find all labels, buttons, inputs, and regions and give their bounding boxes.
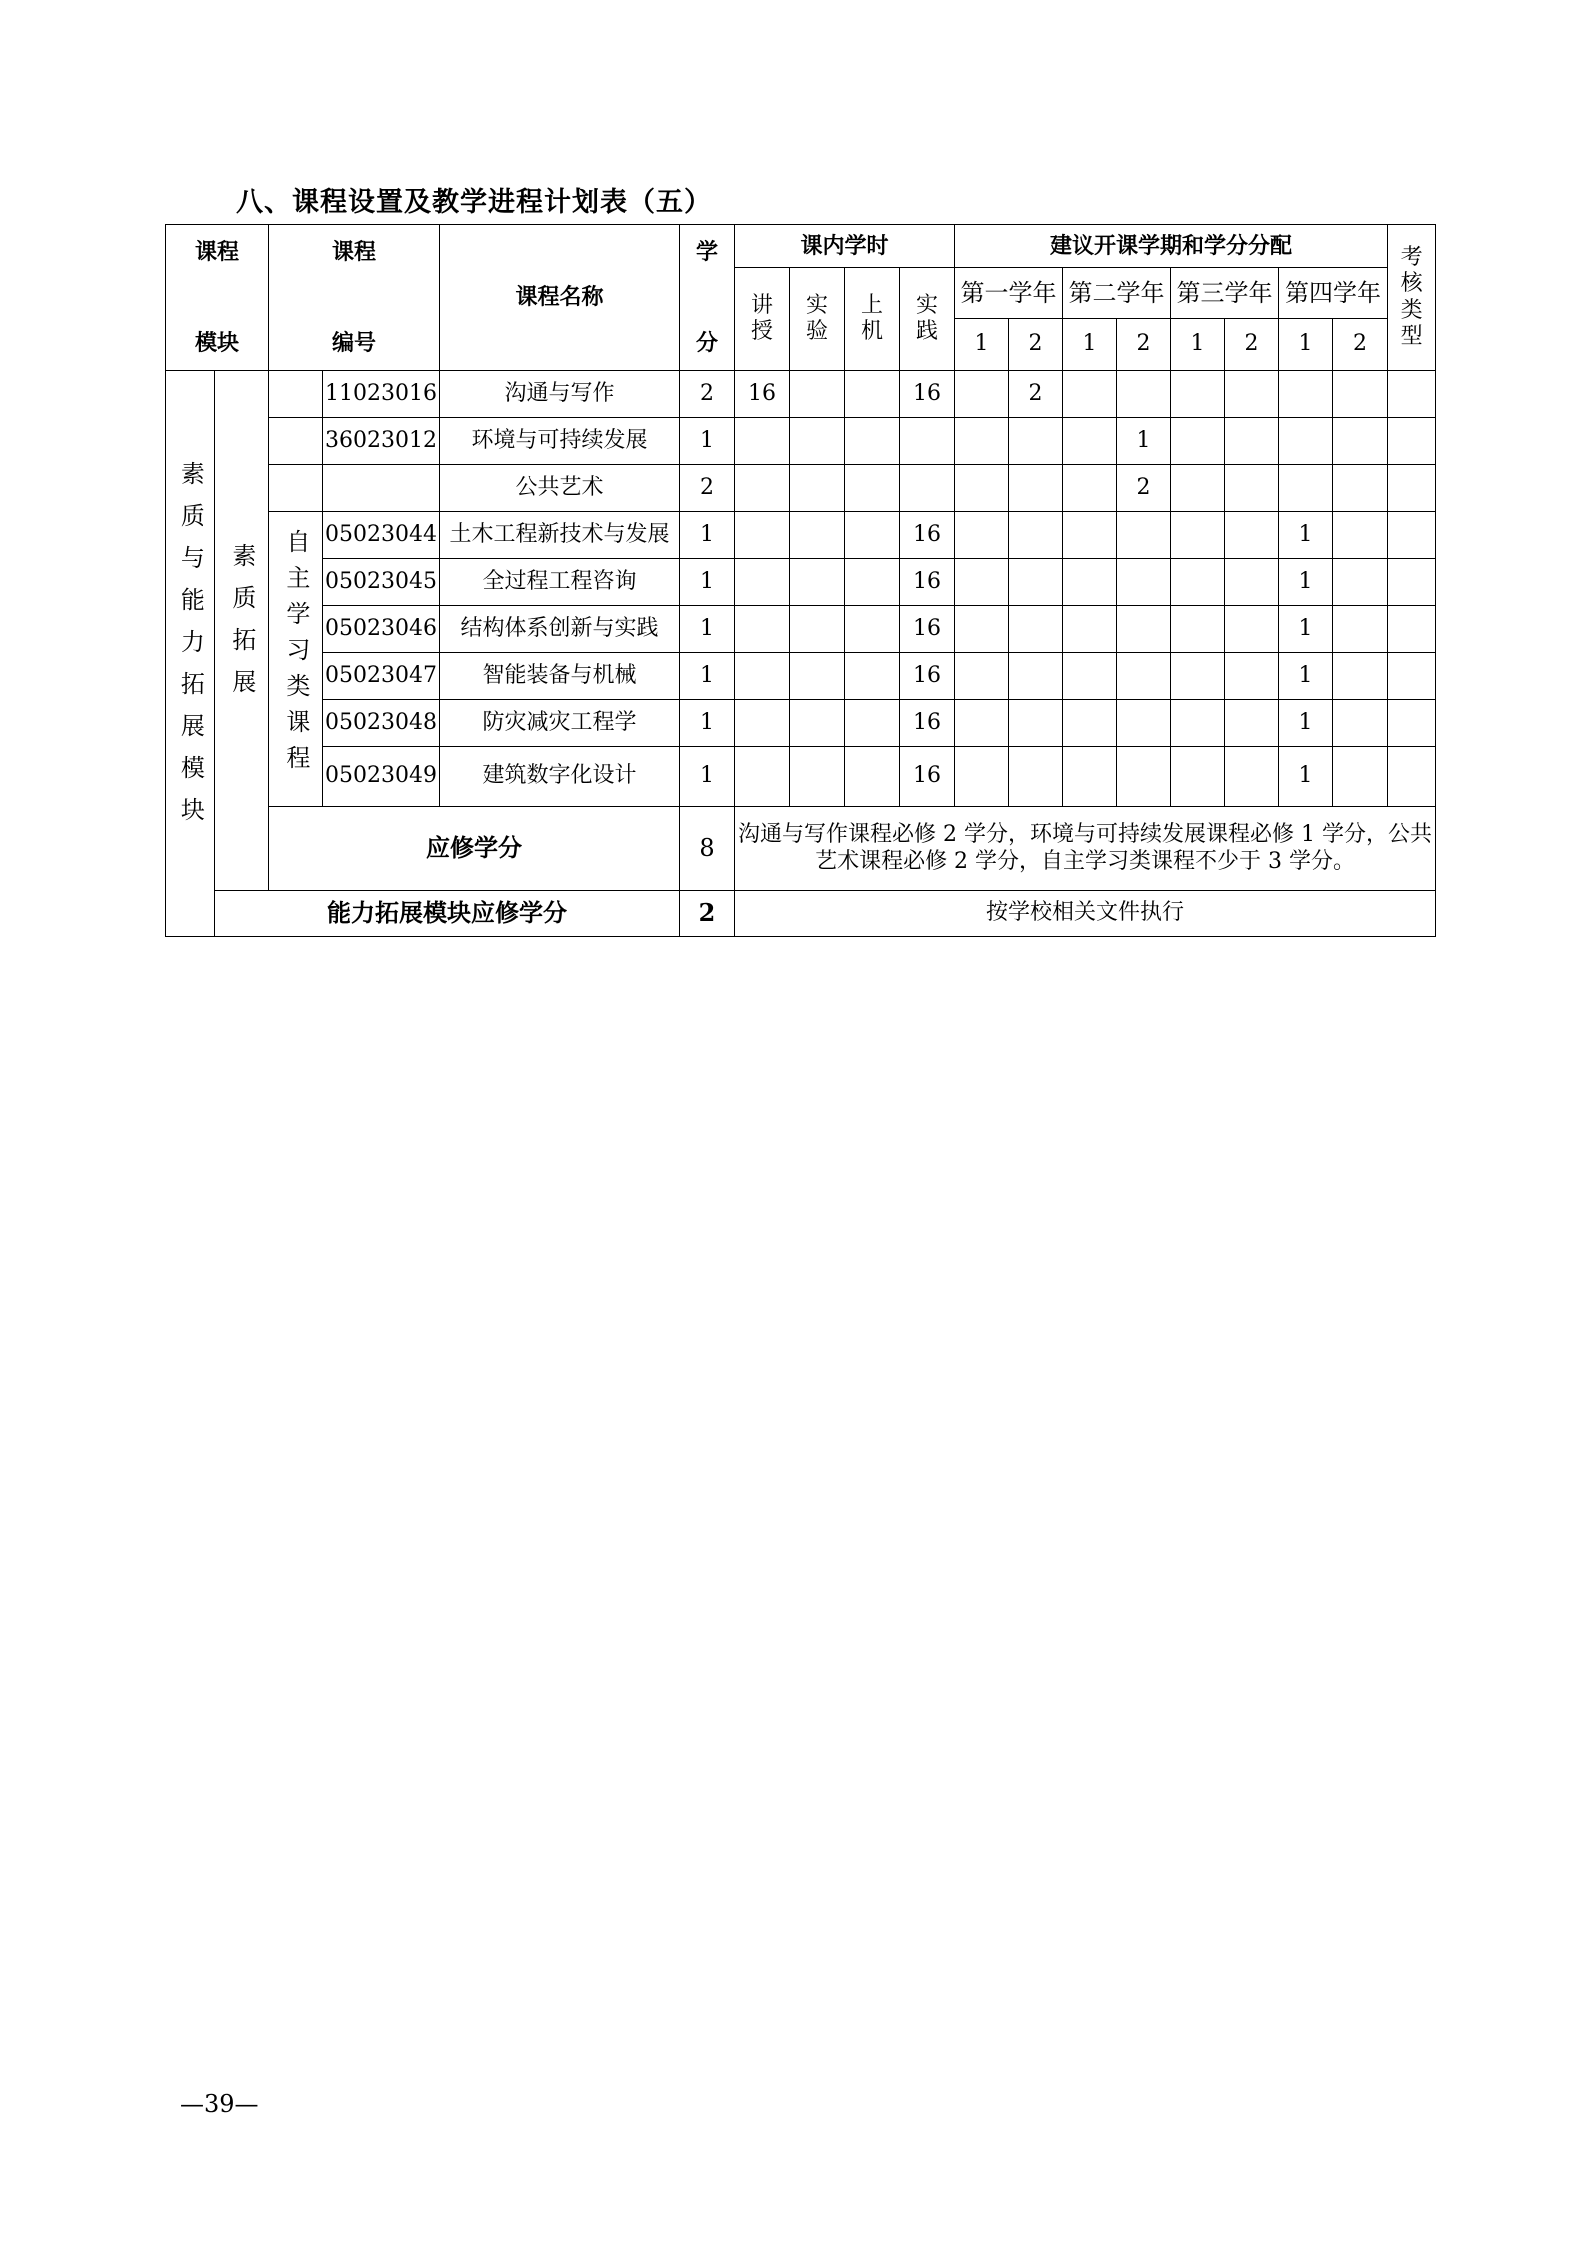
- header-year-4: 第四学年: [1279, 268, 1388, 319]
- semester-7: 1: [1279, 559, 1333, 606]
- required-credits-row: [166, 807, 1436, 891]
- table-row: [166, 559, 1436, 606]
- empty-cell: [269, 418, 323, 465]
- semester-1: [955, 606, 1009, 653]
- submodule-cell: 素质拓展: [215, 371, 269, 891]
- header-practice: 实践: [900, 268, 955, 371]
- semester-4: [1117, 371, 1171, 418]
- semester-8: [1333, 418, 1388, 465]
- experiment-hours: [790, 606, 845, 653]
- semester-3: [1063, 747, 1117, 807]
- computer-hours: [845, 606, 900, 653]
- semester-1: [955, 700, 1009, 747]
- lecture-hours: [735, 559, 790, 606]
- semester-8: [1333, 465, 1388, 512]
- exam-type: [1388, 559, 1436, 606]
- semester-2: [1009, 559, 1063, 606]
- semester-5: [1171, 512, 1225, 559]
- course-credit: 1: [680, 559, 735, 606]
- semester-4: [1117, 653, 1171, 700]
- header-experiment: 实验: [790, 268, 845, 371]
- experiment-hours: [790, 653, 845, 700]
- semester-1: [955, 418, 1009, 465]
- exam-type: [1388, 700, 1436, 747]
- semester-8: [1333, 559, 1388, 606]
- exam-type: [1388, 512, 1436, 559]
- header-module: 课程 模块: [166, 225, 269, 371]
- table-row: [166, 653, 1436, 700]
- course-credit: 2: [680, 371, 735, 418]
- computer-hours: [845, 371, 900, 418]
- course-name: 结构体系创新与实践: [440, 606, 680, 653]
- practice-hours: 16: [900, 559, 955, 606]
- semester-8: [1333, 512, 1388, 559]
- course-credit: 1: [680, 700, 735, 747]
- semester-5: [1171, 747, 1225, 807]
- course-plan-table: [165, 224, 1436, 937]
- course-credit: 1: [680, 512, 735, 559]
- lecture-hours: [735, 747, 790, 807]
- header-sem: 2: [1333, 319, 1388, 371]
- module-credits-note: 按学校相关文件执行: [735, 891, 1436, 937]
- header-computer: 上机: [845, 268, 900, 371]
- module-credits-label: 能力拓展模块应修学分: [215, 891, 680, 937]
- semester-2: [1009, 606, 1063, 653]
- course-code: 36023012: [323, 418, 440, 465]
- computer-hours: [845, 747, 900, 807]
- table-row: [166, 418, 1436, 465]
- computer-hours: [845, 512, 900, 559]
- table-row: [166, 606, 1436, 653]
- course-name: 全过程工程咨询: [440, 559, 680, 606]
- semester-2: [1009, 418, 1063, 465]
- course-code: 05023047: [323, 653, 440, 700]
- experiment-hours: [790, 418, 845, 465]
- module-credits-value: 2: [680, 891, 735, 937]
- header-credit: 学 分: [680, 225, 735, 371]
- course-name: 环境与可持续发展: [440, 418, 680, 465]
- course-code: 05023048: [323, 700, 440, 747]
- practice-hours: [900, 418, 955, 465]
- semester-6: [1225, 559, 1279, 606]
- experiment-hours: [790, 747, 845, 807]
- semester-3: [1063, 465, 1117, 512]
- semester-4: [1117, 747, 1171, 807]
- semester-3: [1063, 371, 1117, 418]
- lecture-hours: [735, 606, 790, 653]
- semester-1: [955, 512, 1009, 559]
- header-sem: 1: [1063, 319, 1117, 371]
- header-year-3: 第三学年: [1171, 268, 1279, 319]
- course-credit: 1: [680, 418, 735, 465]
- semester-1: [955, 747, 1009, 807]
- lecture-hours: [735, 512, 790, 559]
- semester-5: [1171, 465, 1225, 512]
- semester-1: [955, 371, 1009, 418]
- experiment-hours: [790, 512, 845, 559]
- course-code: [323, 465, 440, 512]
- header-year-2: 第二学年: [1063, 268, 1171, 319]
- semester-6: [1225, 465, 1279, 512]
- lecture-hours: 16: [735, 371, 790, 418]
- course-name: 公共艺术: [440, 465, 680, 512]
- practice-hours: 16: [900, 653, 955, 700]
- semester-6: [1225, 371, 1279, 418]
- table-row: [166, 512, 1436, 559]
- experiment-hours: [790, 465, 845, 512]
- semester-1: [955, 559, 1009, 606]
- header-code: 课程 编号: [269, 225, 440, 371]
- header-exam-type: 考核类型: [1388, 225, 1436, 371]
- table-row: [166, 465, 1436, 512]
- semester-6: [1225, 418, 1279, 465]
- semester-2: [1009, 465, 1063, 512]
- semester-3: [1063, 559, 1117, 606]
- semester-6: [1225, 700, 1279, 747]
- semester-8: [1333, 747, 1388, 807]
- course-name: 防灾减灾工程学: [440, 700, 680, 747]
- header-sem: 1: [1171, 319, 1225, 371]
- exam-type: [1388, 465, 1436, 512]
- module-credits-row: [166, 891, 1436, 937]
- semester-3: [1063, 606, 1117, 653]
- experiment-hours: [790, 559, 845, 606]
- semester-8: [1333, 653, 1388, 700]
- semester-3: [1063, 653, 1117, 700]
- header-sem: 2: [1225, 319, 1279, 371]
- semester-3: [1063, 418, 1117, 465]
- semester-7: 1: [1279, 606, 1333, 653]
- semester-2: [1009, 653, 1063, 700]
- required-credits-note: 沟通与写作课程必修 2 学分，环境与可持续发展课程必修 1 学分，公共艺术课程必修 2 学分，自主学习类课程不少于 3 学分。: [735, 807, 1436, 891]
- semester-2: [1009, 700, 1063, 747]
- semester-7: 1: [1279, 747, 1333, 807]
- empty-cell: [269, 371, 323, 418]
- practice-hours: [900, 465, 955, 512]
- header-hours-group: 课内学时: [735, 225, 955, 268]
- semester-7: [1279, 371, 1333, 418]
- computer-hours: [845, 465, 900, 512]
- semester-7: [1279, 418, 1333, 465]
- semester-2: 2: [1009, 371, 1063, 418]
- course-name: 土木工程新技术与发展: [440, 512, 680, 559]
- practice-hours: 16: [900, 700, 955, 747]
- semester-4: 1: [1117, 418, 1171, 465]
- course-code: 05023046: [323, 606, 440, 653]
- table-row: [166, 700, 1436, 747]
- practice-hours: 16: [900, 371, 955, 418]
- header-row-1: [166, 225, 1436, 268]
- practice-hours: 16: [900, 606, 955, 653]
- course-name: 沟通与写作: [440, 371, 680, 418]
- header-sem: 1: [955, 319, 1009, 371]
- required-credits-value: 8: [680, 807, 735, 891]
- course-code: 11023016: [323, 371, 440, 418]
- semester-1: [955, 653, 1009, 700]
- table-row: [166, 747, 1436, 807]
- header-year-1: 第一学年: [955, 268, 1063, 319]
- exam-type: [1388, 371, 1436, 418]
- course-name: 智能装备与机械: [440, 653, 680, 700]
- semester-7: 1: [1279, 512, 1333, 559]
- semester-4: 2: [1117, 465, 1171, 512]
- course-code: 05023049: [323, 747, 440, 807]
- semester-5: [1171, 606, 1225, 653]
- header-lecture: 讲授: [735, 268, 790, 371]
- semester-5: [1171, 418, 1225, 465]
- exam-type: [1388, 606, 1436, 653]
- semester-6: [1225, 606, 1279, 653]
- practice-hours: 16: [900, 512, 955, 559]
- semester-4: [1117, 559, 1171, 606]
- course-credit: 1: [680, 653, 735, 700]
- course-credit: 2: [680, 465, 735, 512]
- semester-6: [1225, 747, 1279, 807]
- semester-5: [1171, 371, 1225, 418]
- semester-6: [1225, 653, 1279, 700]
- lecture-hours: [735, 418, 790, 465]
- semester-8: [1333, 371, 1388, 418]
- header-sem: 2: [1009, 319, 1063, 371]
- lecture-hours: [735, 465, 790, 512]
- semester-5: [1171, 653, 1225, 700]
- semester-7: [1279, 465, 1333, 512]
- semester-8: [1333, 606, 1388, 653]
- computer-hours: [845, 418, 900, 465]
- lecture-hours: [735, 653, 790, 700]
- computer-hours: [845, 559, 900, 606]
- semester-3: [1063, 700, 1117, 747]
- semester-4: [1117, 606, 1171, 653]
- practice-hours: 16: [900, 747, 955, 807]
- semester-4: [1117, 700, 1171, 747]
- exam-type: [1388, 747, 1436, 807]
- exam-type: [1388, 418, 1436, 465]
- course-code: 05023045: [323, 559, 440, 606]
- semester-3: [1063, 512, 1117, 559]
- course-credit: 1: [680, 747, 735, 807]
- semester-5: [1171, 559, 1225, 606]
- semester-8: [1333, 700, 1388, 747]
- module-cell: 素质与能力拓展模块: [166, 371, 215, 937]
- table-row: [166, 371, 1436, 418]
- header-semester-group: 建议开课学期和学分分配: [955, 225, 1388, 268]
- semester-2: [1009, 512, 1063, 559]
- exam-type: [1388, 653, 1436, 700]
- semester-4: [1117, 512, 1171, 559]
- page-number: —39—: [180, 2090, 259, 2118]
- course-credit: 1: [680, 606, 735, 653]
- computer-hours: [845, 653, 900, 700]
- header-sem: 2: [1117, 319, 1171, 371]
- semester-1: [955, 465, 1009, 512]
- header-name: 课程名称: [440, 225, 680, 371]
- experiment-hours: [790, 371, 845, 418]
- page-title: 八、课程设置及教学进程计划表（五）: [236, 187, 712, 218]
- course-name: 建筑数字化设计: [440, 747, 680, 807]
- empty-cell: [269, 465, 323, 512]
- experiment-hours: [790, 700, 845, 747]
- semester-2: [1009, 747, 1063, 807]
- semester-7: 1: [1279, 700, 1333, 747]
- required-credits-label: 应修学分: [269, 807, 680, 891]
- computer-hours: [845, 700, 900, 747]
- semester-6: [1225, 512, 1279, 559]
- course-code: 05023044: [323, 512, 440, 559]
- semester-7: 1: [1279, 653, 1333, 700]
- semester-5: [1171, 700, 1225, 747]
- self-study-cell: 自主学习类课程: [269, 512, 323, 807]
- lecture-hours: [735, 700, 790, 747]
- header-sem: 1: [1279, 319, 1333, 371]
